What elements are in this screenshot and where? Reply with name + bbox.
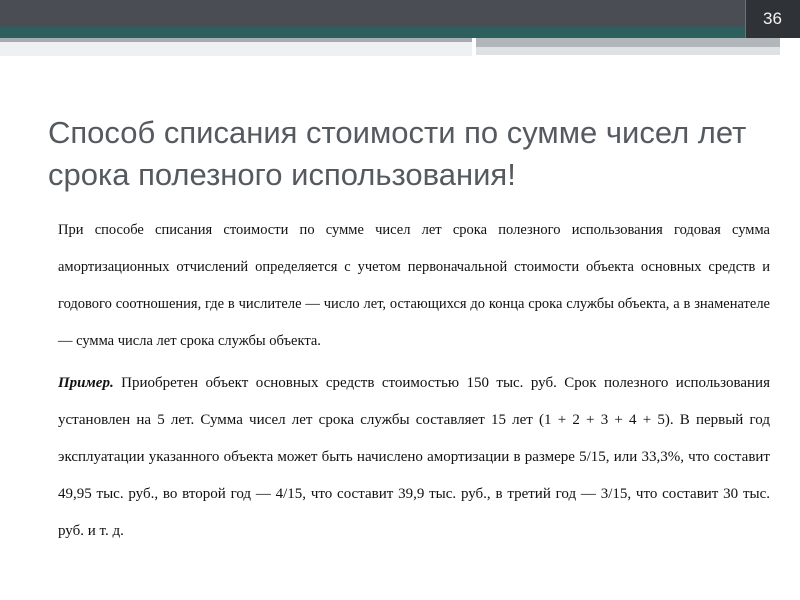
header-accent-stripe (0, 27, 800, 38)
header-bar (0, 0, 800, 27)
body-paragraph: При способе списания стоимости по сумме чисел лет срока полезного использования годовая сумма амортизационных отчислений определяется с учетом первоначальной стоимости объекта основных средств и годового соотношения, где в числителе — число лет, остающихся до конца срока службы объекта, а в знаменателе — сумма числа лет срока службы объекта. (58, 222, 770, 349)
example-text: Приобретен объект основных средств стоимостью 150 тыс. руб. Срок полезного использования установлен на 5 лет. Сумма чисел лет срока службы составляет 15 лет (1 + 2 + 3 + 4 + 5). В первый год эксплуатации указанного объекта может быть начислено амортизации в размере 5/15, или 33,3%, что составит 49,95 тыс. руб., во второй год — 4/15, что составит 39,9 тыс. руб., в третий год — 3/15, что составит 30 тыс. руб. и т. д. (58, 375, 770, 539)
header-shadow-right (476, 47, 780, 55)
slide-title: Способ списания стоимости по сумме чисел лет срока полезного использования! (48, 115, 747, 192)
example-paragraph (58, 365, 770, 550)
slide-number: 36 (763, 9, 782, 28)
header-divider-right (476, 38, 780, 47)
example-label: Пример. (58, 375, 114, 391)
header-shadow-left (0, 42, 472, 56)
slide-body (58, 212, 770, 550)
